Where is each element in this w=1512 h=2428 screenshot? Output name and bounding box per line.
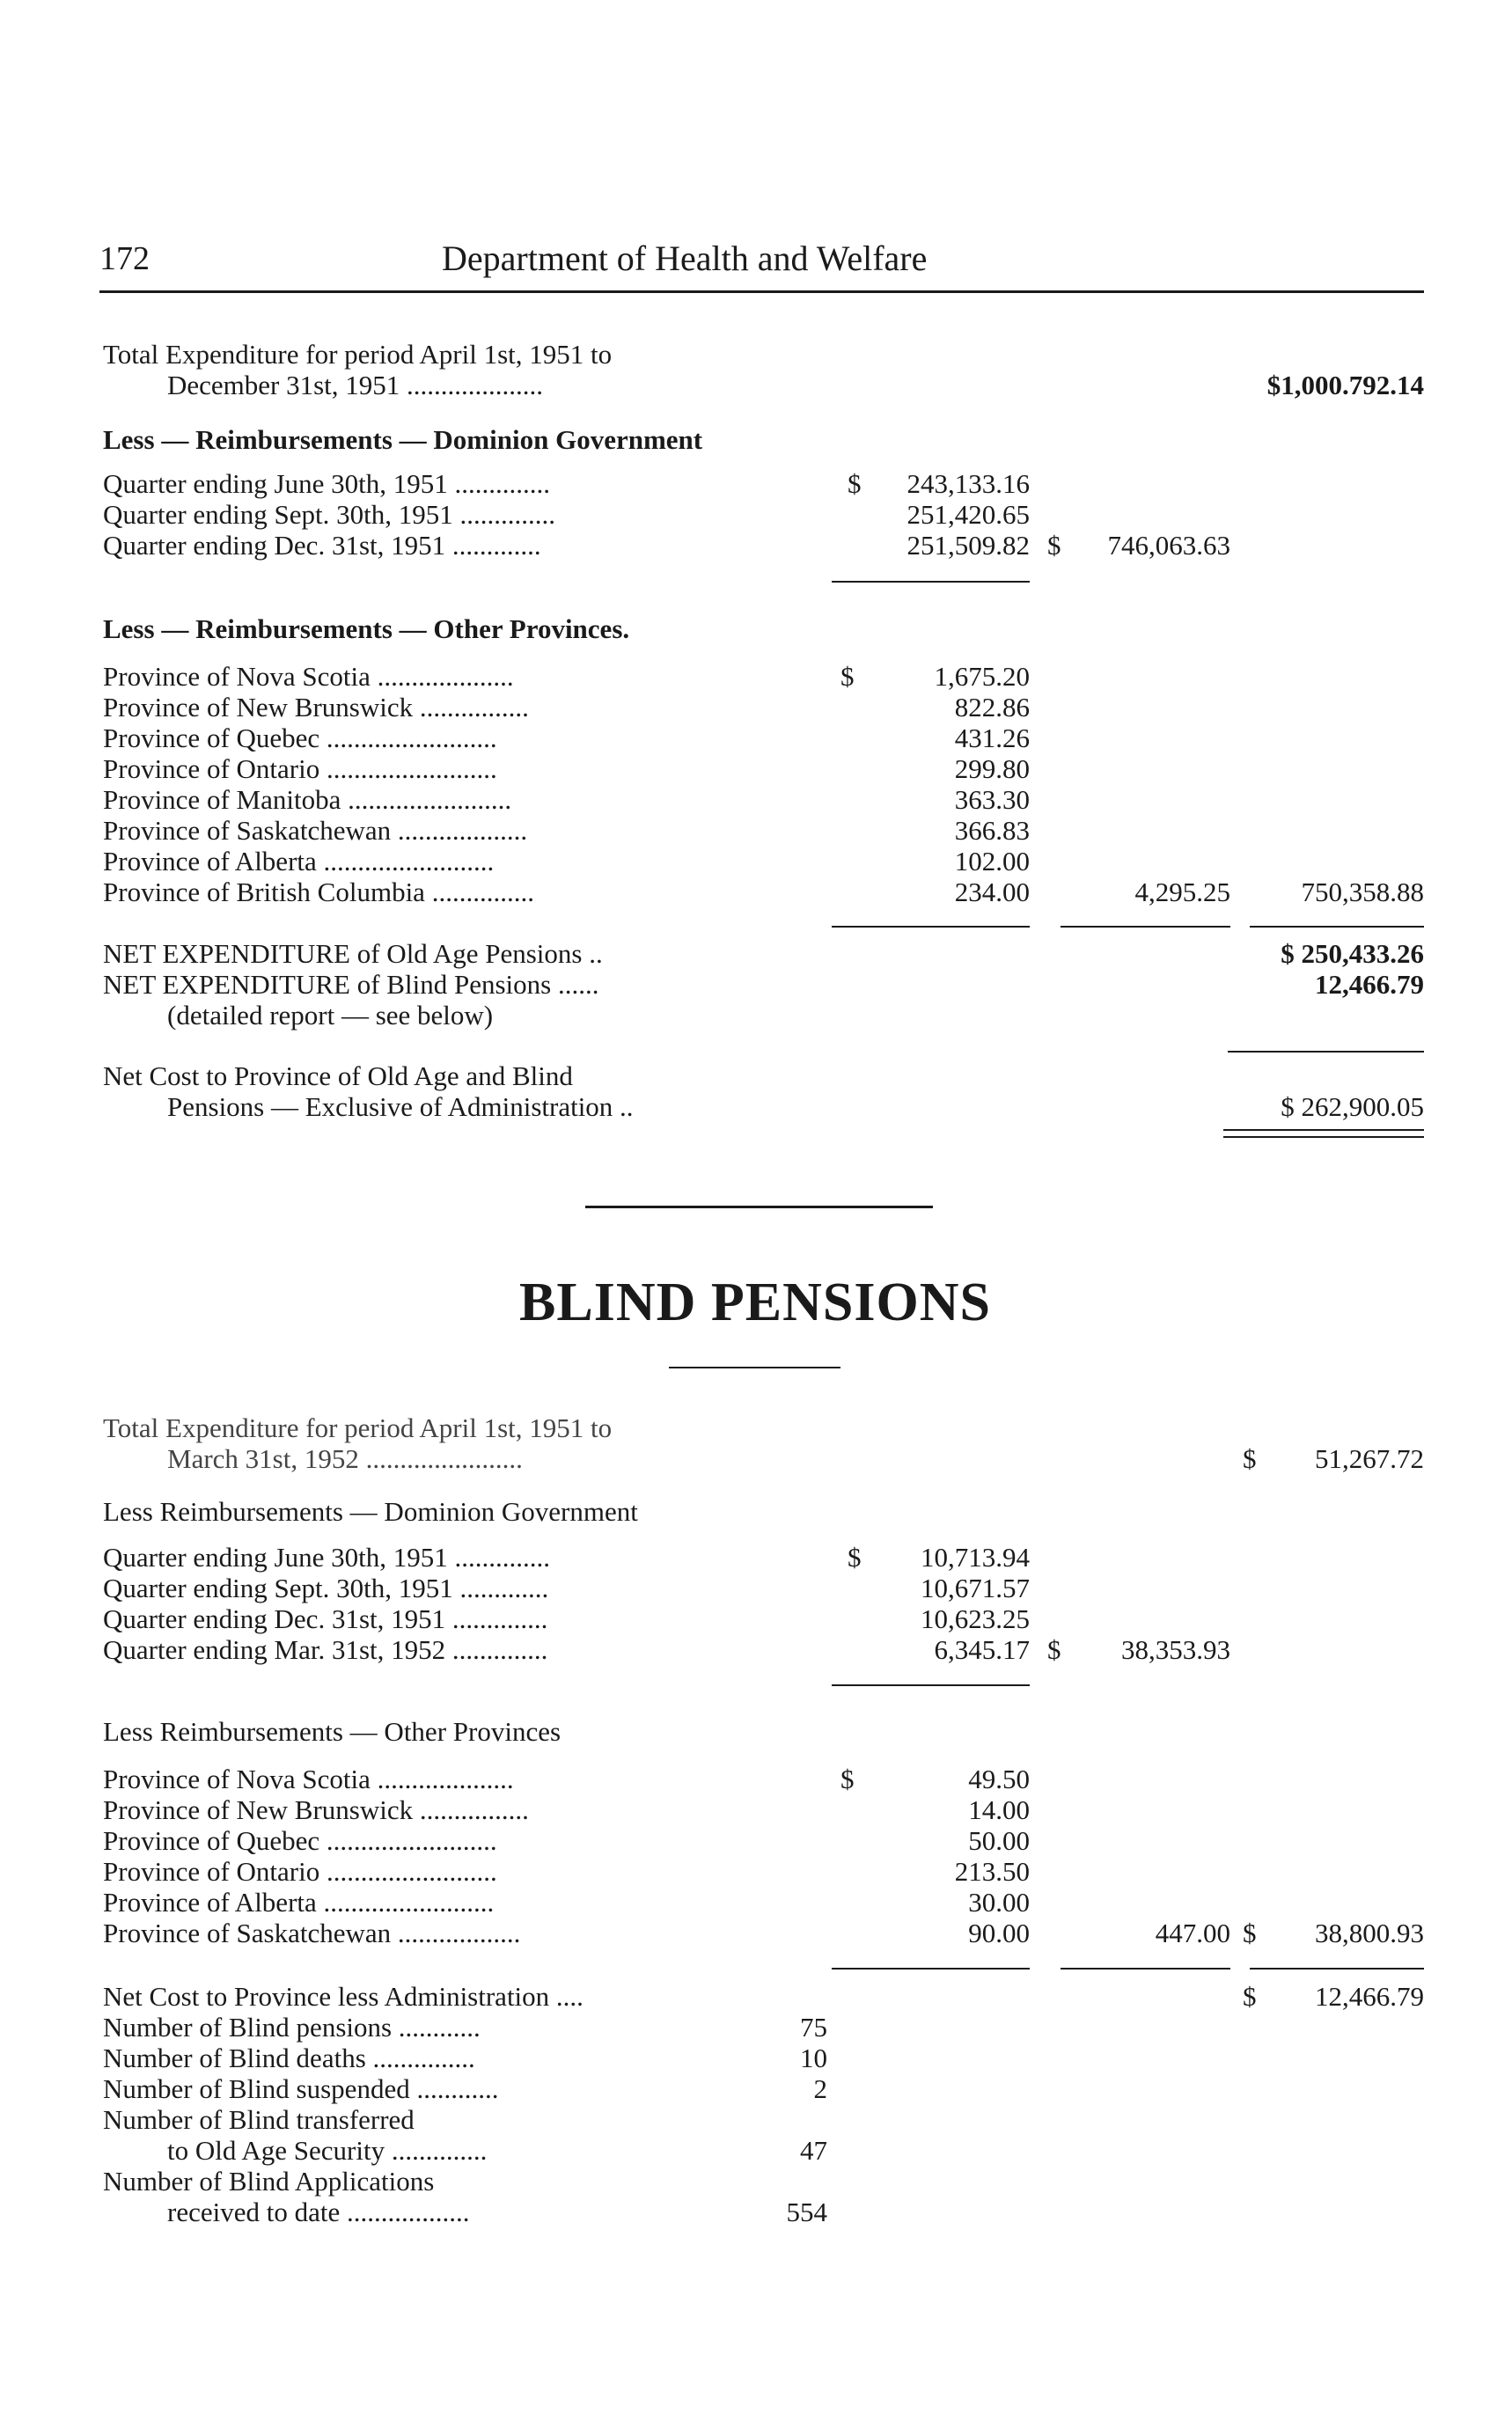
oap-net-cost-value: $ 262,900.05 — [1281, 1091, 1424, 1122]
oap-quarter-label: Quarter ending Sept. 30th, 1951 .............. — [103, 499, 556, 530]
oap-province-label: Province of Nova Scotia .................... — [103, 661, 514, 692]
oap-province-label: Province of New Brunswick ................ — [103, 692, 529, 723]
oap-net-label: NET EXPENDITURE of Old Age Pensions .. — [103, 938, 603, 969]
rule — [1250, 1968, 1424, 1970]
oap-quarter-label: Quarter ending Dec. 31st, 1951 ............. — [103, 530, 541, 561]
oap-detailed-note: (detailed report — see below) — [167, 1000, 494, 1031]
blind-province-label: Province of Nova Scotia .................... — [103, 1764, 514, 1794]
oap-net-value: $ 250,433.26 — [1281, 938, 1424, 969]
blind-provinces-total: 447.00 — [1155, 1918, 1230, 1948]
blind-province-label: Province of Quebec ......................... — [103, 1825, 497, 1856]
blind-total-value: 51,267.72 — [1315, 1443, 1424, 1474]
double-rule-bottom — [1223, 1136, 1424, 1138]
blind-dominion-heading: Less Reimbursements — Dominion Government — [103, 1496, 638, 1527]
blind-province-label: Province of New Brunswick ................ — [103, 1794, 529, 1825]
oap-quarter-label: Quarter ending June 30th, 1951 .............. — [103, 468, 550, 499]
oap-province-value: 234.00 — [954, 877, 1030, 907]
blind-province-label: Province of Saskatchewan .................. — [103, 1918, 521, 1948]
blind-province-value: 30.00 — [968, 1887, 1030, 1918]
blind-quarter-label: Quarter ending June 30th, 1951 .............. — [103, 1542, 550, 1573]
blind-stat-label: Number of Blind transferred — [103, 2104, 415, 2135]
blind-total-line2: March 31st, 1952 ....................... — [167, 1443, 523, 1474]
oap-quarter-prefix: $ — [848, 468, 862, 499]
oap-provinces-total: 4,295.25 — [1134, 877, 1230, 907]
oap-dominion-heading: Less — Reimbursements — Dominion Government — [103, 424, 703, 455]
blind-net-cost-label: Net Cost to Province less Administration .... — [103, 1981, 584, 2012]
blind-dominion-total-prefix: $ — [1047, 1634, 1061, 1665]
blind-province-value: 49.50 — [968, 1764, 1030, 1794]
oap-province-label: Province of Quebec ......................... — [103, 723, 497, 753]
oap-dominion-total: 746,063.63 — [1107, 530, 1230, 561]
blind-stat-value: 10 — [800, 2043, 827, 2073]
page-number: 172 — [99, 240, 150, 277]
oap-province-label: Province of British Columbia ............... — [103, 877, 534, 907]
blind-stat-value: 554 — [786, 2197, 827, 2227]
rule — [1061, 1968, 1230, 1970]
blind-province-value: 213.50 — [954, 1856, 1030, 1887]
oap-province-value: 1,675.20 — [934, 661, 1030, 692]
oap-province-label: Province of Saskatchewan ................... — [103, 815, 528, 846]
blind-total-line1: Total Expenditure for period April 1st, 1951 to — [103, 1412, 613, 1443]
blind-reimbursements-prefix: $ — [1243, 1918, 1257, 1948]
blind-stat-label: Number of Blind deaths ............... — [103, 2043, 475, 2073]
blind-stat-label: Number of Blind Applications — [103, 2166, 435, 2197]
oap-quarter-value: 251,420.65 — [906, 499, 1030, 530]
blind-quarter-prefix: $ — [848, 1542, 862, 1573]
oap-province-value: 299.80 — [954, 753, 1030, 784]
rule — [832, 1684, 1030, 1686]
blind-quarter-label: Quarter ending Dec. 31st, 1951 .............. — [103, 1603, 548, 1634]
oap-net-blind-value: 12,466.79 — [1315, 969, 1424, 1000]
blind-quarter-label: Quarter ending Sept. 30th, 1951 ............. — [103, 1573, 549, 1603]
oap-net-cost-line2: Pensions — Exclusive of Administration .. — [167, 1091, 634, 1122]
oap-total-line1: Total Expenditure for period April 1st, 1951 to — [103, 339, 613, 370]
blind-stat-label: received to date .................. — [167, 2197, 470, 2227]
blind-quarter-label: Quarter ending Mar. 31st, 1952 .............. — [103, 1634, 548, 1665]
rule — [1228, 1051, 1424, 1053]
oap-province-value: 822.86 — [954, 692, 1030, 723]
rule — [832, 581, 1030, 583]
blind-stat-value: 2 — [813, 2073, 827, 2104]
oap-province-value: 431.26 — [954, 723, 1030, 753]
oap-province-label: Province of Manitoba ........................ — [103, 784, 512, 815]
rule — [832, 1968, 1030, 1970]
oap-total-line2: December 31st, 1951 .................... — [167, 370, 544, 400]
rule — [1250, 926, 1424, 928]
blind-province-prefix: $ — [840, 1764, 855, 1794]
oap-province-label: Province of Alberta ......................... — [103, 846, 495, 877]
section-title: BLIND PENSIONS — [519, 1273, 991, 1332]
blind-stat-label: to Old Age Security .............. — [167, 2135, 488, 2166]
blind-province-value: 90.00 — [968, 1918, 1030, 1948]
blind-quarter-value: 6,345.17 — [934, 1634, 1030, 1665]
blind-dominion-total: 38,353.93 — [1121, 1634, 1230, 1665]
oap-quarter-value: 243,133.16 — [906, 468, 1030, 499]
oap-province-value: 102.00 — [954, 846, 1030, 877]
oap-province-label: Province of Ontario ......................... — [103, 753, 497, 784]
blind-quarter-value: 10,623.25 — [921, 1603, 1030, 1634]
blind-province-value: 50.00 — [968, 1825, 1030, 1856]
oap-provinces-heading: Less — Reimbursements — Other Provinces. — [103, 613, 630, 644]
blind-province-label: Province of Ontario ......................... — [103, 1856, 497, 1887]
blind-quarter-value: 10,671.57 — [921, 1573, 1030, 1603]
blind-reimbursements-total: 38,800.93 — [1315, 1918, 1424, 1948]
oap-net-blind-label: NET EXPENDITURE of Blind Pensions ...... — [103, 969, 599, 1000]
header-rule — [99, 290, 1424, 293]
oap-province-value: 363.30 — [954, 784, 1030, 815]
oap-reimbursements-total: 750,358.88 — [1301, 877, 1424, 907]
rule — [1061, 926, 1230, 928]
blind-stat-label: Number of Blind pensions ............ — [103, 2012, 481, 2043]
oap-quarter-value: 251,509.82 — [906, 530, 1030, 561]
oap-province-prefix: $ — [840, 661, 855, 692]
oap-total-value: $1,000.792.14 — [1266, 370, 1424, 400]
oap-province-value: 366.83 — [954, 815, 1030, 846]
blind-stat-value: 75 — [800, 2012, 827, 2043]
double-rule-top — [1223, 1129, 1424, 1131]
page-title: Department of Health and Welfare — [442, 238, 928, 278]
blind-province-value: 14.00 — [968, 1794, 1030, 1825]
oap-dominion-total-prefix: $ — [1047, 530, 1061, 561]
blind-total-prefix: $ — [1243, 1443, 1257, 1474]
title-underline — [669, 1367, 840, 1368]
blind-net-cost-value: 12,466.79 — [1315, 1981, 1424, 2012]
oap-net-cost-line1: Net Cost to Province of Old Age and Blind — [103, 1060, 573, 1091]
blind-provinces-heading: Less Reimbursements — Other Provinces — [103, 1716, 561, 1747]
rule — [832, 926, 1030, 928]
blind-province-label: Province of Alberta ......................... — [103, 1887, 495, 1918]
blind-net-cost-prefix: $ — [1243, 1981, 1257, 2012]
blind-stat-value: 47 — [800, 2135, 827, 2166]
blind-stat-label: Number of Blind suspended ............ — [103, 2073, 499, 2104]
blind-quarter-value: 10,713.94 — [921, 1542, 1030, 1573]
section-divider — [585, 1206, 933, 1208]
